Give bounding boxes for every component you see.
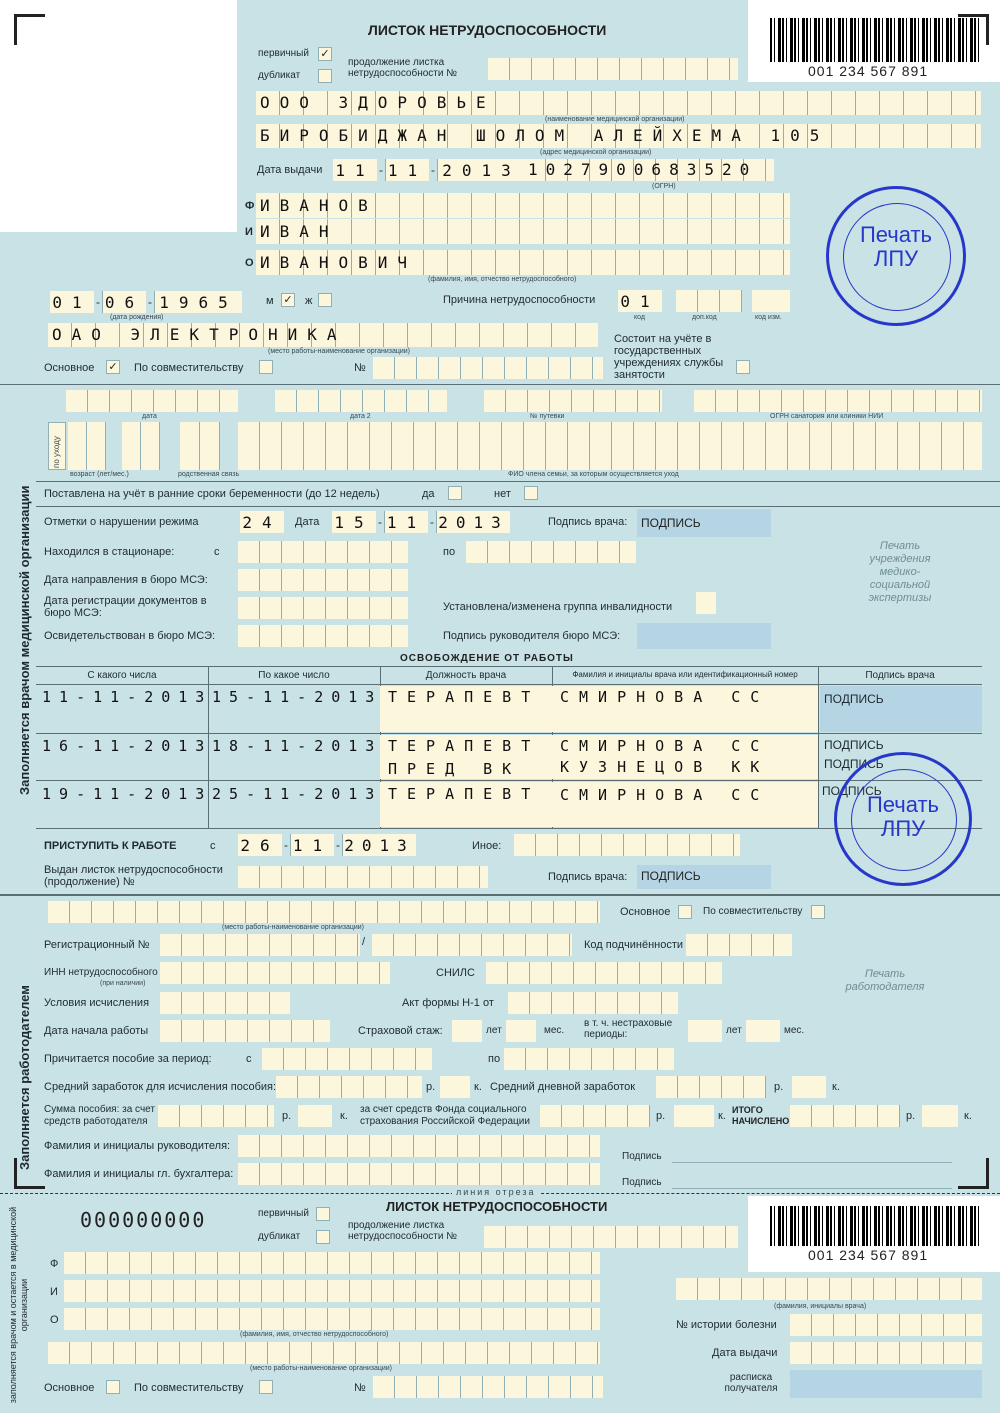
mse-exam-label: Освидетельствован в бюро МСЭ: <box>44 630 216 642</box>
divider <box>36 481 1000 482</box>
total-rub-input[interactable] <box>790 1105 900 1127</box>
voucher-number-caption: № путевки <box>530 413 565 420</box>
stub-primary-label: первичный <box>258 1208 309 1219</box>
pregnancy-label: Поставлена на учёт в ранние сроки беременности (до 12 недель) <box>44 488 380 500</box>
duplicate-label: дубликат <box>258 70 301 81</box>
inn-input[interactable] <box>160 962 390 984</box>
accountant-sign-label: Подпись <box>622 1177 662 1188</box>
start-date-label: Дата начала работы <box>44 1025 149 1037</box>
row3-doctor: СМИРНОВА СС <box>560 786 770 804</box>
corner-mark <box>958 1158 989 1189</box>
female-label: ж <box>305 295 313 307</box>
continued-signature[interactable]: ПОДПИСЬ <box>637 865 771 889</box>
stub-number-label: № <box>354 1382 366 1394</box>
pregnancy-no-checkbox[interactable] <box>524 486 538 500</box>
col-header-from: С какого числа <box>87 670 157 681</box>
pregnancy-yes-label: да <box>422 488 435 500</box>
return-from-label: с <box>210 840 216 852</box>
row2-position: ТЕРАПЕВТ <box>388 737 541 755</box>
row1-position: ТЕРАПЕВТ <box>388 688 541 706</box>
disability-label: Установлена/изменена группа инвалидности <box>443 601 673 613</box>
mse-exam-input[interactable] <box>238 625 408 647</box>
surname-label: Ф <box>245 200 255 212</box>
avg-daily-rub: р. <box>774 1081 784 1093</box>
stub-form-title: ЛИСТОК НЕТРУДОСПОСОБНОСТИ <box>386 1199 608 1214</box>
row1-doctor: СМИРНОВА СС <box>560 688 770 706</box>
stub-parttime-checkbox[interactable] <box>259 1380 273 1394</box>
male-label: м <box>266 295 274 307</box>
return-date-field[interactable]: 26 - 11 - 2013 <box>238 834 416 856</box>
issue-month: 11 <box>385 159 429 181</box>
divider <box>0 384 1000 385</box>
table-row[interactable]: 16-11-2013 <box>42 737 213 755</box>
employer-main-checkbox[interactable] <box>678 905 692 919</box>
sanatorium-ogrn-caption: ОГРН санатория или клиники НИИ <box>770 413 884 420</box>
stub-workplace-caption: (место работы-наименование организации) <box>250 1365 393 1372</box>
violation-code-field[interactable] <box>240 511 284 533</box>
benefit-to-label: по <box>488 1053 501 1065</box>
stub-doctor-caption: (фамилия, инициалы врача) <box>774 1303 867 1310</box>
care-relation-input[interactable] <box>180 422 220 470</box>
sum-employer-label: Сумма пособия: за счет средств работодателя <box>44 1104 155 1127</box>
care-relation-caption: родственная связь <box>178 471 240 478</box>
release-title: ОСВОБОЖДЕНИЕ ОТ РАБОТЫ <box>400 653 574 664</box>
hospital-from-input[interactable] <box>238 541 408 563</box>
extra-code-field[interactable] <box>676 290 742 312</box>
table-row[interactable]: 18-11-2013 <box>212 737 383 755</box>
table-line <box>818 666 819 828</box>
org-address-field[interactable]: БИРОБИДЖАН ШОЛОМ АЛЕЙХЕМА 105 <box>256 124 981 148</box>
employer-caption: (место работы-наименование организации) <box>268 348 411 355</box>
employer-field[interactable]: ОАО ЭЛЕКТРОНИКА <box>48 323 598 347</box>
stub-history-input[interactable] <box>790 1314 982 1336</box>
change-code-field[interactable] <box>752 290 790 312</box>
ogrn-caption: (ОГРН) <box>652 183 676 190</box>
part-time-label: По совместительству <box>134 362 244 374</box>
table-line <box>36 780 982 781</box>
insurance-years-label: лет <box>486 1025 502 1036</box>
primary-checkbox[interactable]: ✓ <box>318 47 332 61</box>
stub-primary-checkbox[interactable] <box>316 1207 330 1221</box>
mse-direction-label: Дата направления в бюро МСЭ: <box>44 574 208 586</box>
mse-registration-input[interactable] <box>238 597 408 619</box>
voucher-date2-caption: дата 2 <box>350 413 371 420</box>
continued-sign-label: Подпись врача: <box>548 871 628 883</box>
voucher-date-input[interactable] <box>66 390 238 412</box>
section-divider <box>0 894 1000 896</box>
snils-label: СНИЛС <box>436 967 475 979</box>
sum-fss-kop-input[interactable] <box>674 1105 714 1127</box>
conditions-label: Условия исчисления <box>44 997 150 1009</box>
other-label: Иное: <box>472 840 502 852</box>
vertical-employer-label: Заполняется работодателем <box>17 985 32 1170</box>
seal-text-2: Печать ЛПУ <box>866 792 940 841</box>
noninsurance-years-input[interactable] <box>688 1020 722 1042</box>
name-label: И <box>245 226 253 238</box>
birth-day: 01 <box>50 291 94 313</box>
violation-date-field[interactable]: 15 - 11 - 2013 <box>332 511 510 533</box>
col-header-to: По какое число <box>258 670 330 681</box>
stub-barcode-image <box>770 1206 982 1246</box>
inn-label: ИНН нетрудоспособного <box>44 967 158 978</box>
violation-signature[interactable]: ПОДПИСЬ <box>637 509 771 537</box>
employer-parttime-checkbox[interactable] <box>811 905 825 919</box>
employer-parttime-label: По совместительству <box>703 906 803 917</box>
barcode-image <box>770 18 982 62</box>
stub-fio-caption: (фамилия, имя, отчество нетрудоспособного) <box>240 1331 389 1338</box>
avg-daily-kop-input[interactable] <box>792 1076 826 1098</box>
table-row[interactable]: 11-11-2013 <box>42 688 213 706</box>
care-age-caption: возраст (лет/мес.) <box>70 471 129 478</box>
stub-number: 000000000 <box>80 1208 207 1232</box>
avg-daily-label: Средний дневной заработок <box>490 1081 636 1093</box>
stub-doctor-input[interactable] <box>676 1278 982 1300</box>
sum-fss-kop: к. <box>718 1110 726 1122</box>
employer-workplace-input[interactable] <box>48 901 600 923</box>
col-header-sign: Подпись врача <box>865 670 935 681</box>
stub-barcode-number: 001 234 567 891 <box>808 1247 929 1263</box>
stub-workplace-input[interactable] <box>48 1342 600 1364</box>
employer-main-label: Основное <box>620 906 671 918</box>
table-line <box>36 684 982 685</box>
reg-number-input-2[interactable] <box>372 934 572 956</box>
total-kop-input[interactable] <box>922 1105 958 1127</box>
head-sign-line <box>672 1162 952 1163</box>
insurance-months-label: мес. <box>544 1025 565 1036</box>
stub-duplicate-label: дубликат <box>258 1231 301 1242</box>
corner-mark <box>14 14 45 45</box>
avg-earning-kop-input[interactable] <box>440 1076 470 1098</box>
fio-caption: (фамилия, имя, отчество нетрудоспособного) <box>428 276 577 283</box>
disability-group-input[interactable] <box>696 592 716 614</box>
reg-number-label: Регистрационный № <box>44 939 150 951</box>
female-checkbox[interactable] <box>318 293 332 307</box>
stub-parttime-label: По совместительству <box>134 1382 244 1394</box>
care-fio-input[interactable] <box>238 422 982 470</box>
care-label: по уходу <box>52 436 61 468</box>
stub-surname-label: Ф <box>50 1258 59 1270</box>
care-fio-caption: ФИО члена семьи, за которым осуществляется уход <box>508 471 679 478</box>
col-header-doctor: Фамилия и инициалы врача или идентификационный номер <box>572 670 798 679</box>
stub-main-label: Основное <box>44 1382 95 1394</box>
sum-employer-rub-input[interactable] <box>158 1105 274 1127</box>
part-time-checkbox[interactable] <box>259 360 273 374</box>
noninsurance-months-input[interactable] <box>746 1020 780 1042</box>
accountant-label: Фамилия и инициалы гл. бухгалтера: <box>44 1168 234 1180</box>
sub-code-label: Код подчинённости <box>584 939 684 951</box>
stub-job-number-input[interactable] <box>373 1376 603 1398</box>
stub-continuation-input[interactable] <box>484 1226 738 1248</box>
voucher-date2-input[interactable] <box>275 390 447 412</box>
avg-earning-rub-input[interactable] <box>276 1076 422 1098</box>
birth-date-field[interactable]: 01 - 06 - 1965 <box>50 291 242 313</box>
violation-sign-label: Подпись врача: <box>548 516 628 528</box>
table-row[interactable]: 25-11-2013 <box>212 785 383 803</box>
birth-caption: (дата рождения) <box>110 314 164 321</box>
table-row[interactable]: 19-11-2013 <box>42 785 213 803</box>
org-address-caption: (адрес медицинской организации) <box>540 149 652 156</box>
reg-slash: / <box>362 936 366 948</box>
violation-year: 2013 <box>436 511 510 533</box>
care-age-months-input[interactable] <box>122 422 160 470</box>
table-row[interactable]: 15-11-2013 <box>212 688 383 706</box>
pregnancy-no-label: нет <box>494 488 511 500</box>
barcode-number: 001 234 567 891 <box>808 63 929 79</box>
sum-fss-rub-input[interactable] <box>540 1105 650 1127</box>
cut-line-label: линия отреза <box>452 1187 540 1197</box>
stub-patronymic-label: О <box>50 1314 59 1326</box>
hospital-to-label: по <box>443 546 456 558</box>
row2-doctor: СМИРНОВА СС <box>560 737 770 755</box>
head-label: Фамилия и инициалы руководителя: <box>44 1140 231 1152</box>
act-date-input[interactable] <box>508 992 678 1014</box>
stub-main-checkbox[interactable] <box>106 1380 120 1394</box>
continuation-number-input[interactable] <box>488 58 738 80</box>
divider <box>36 506 1000 507</box>
start-date-input[interactable] <box>160 1020 330 1042</box>
continuation-label: продолжение листка нетрудоспособности № <box>348 57 457 79</box>
act-label: Акт формы Н-1 от <box>402 997 494 1009</box>
row1-sign: ПОДПИСЬ <box>824 692 884 706</box>
insurance-label: Страховой стаж: <box>358 1025 443 1037</box>
stub-patronymic-input[interactable] <box>64 1308 600 1330</box>
number-label: № <box>354 362 366 374</box>
sum-fss-rub: р. <box>656 1110 666 1122</box>
return-year: 2013 <box>342 834 416 856</box>
snils-input[interactable] <box>486 962 722 984</box>
sanatorium-ogrn-input[interactable] <box>694 390 982 412</box>
noninsurance-label: в т. ч. нестраховые периоды: <box>584 1018 673 1040</box>
noninsurance-months-label: мес. <box>784 1025 805 1036</box>
mse-stamp-text: Печать учреждения медико-социальной экспертизы <box>868 540 932 604</box>
mse-head-sign-label: Подпись руководителя бюро МСЭ: <box>443 630 621 642</box>
voucher-date-caption: дата <box>142 413 157 420</box>
row3-position: ТЕРАПЕВТ <box>388 785 541 803</box>
total-kop: к. <box>964 1110 972 1122</box>
return-label: ПРИСТУПИТЬ К РАБОТЕ <box>44 840 177 852</box>
stub-receipt-label: расписка получателя <box>724 1372 778 1394</box>
return-month: 11 <box>290 834 334 856</box>
sum-employer-kop-input[interactable] <box>298 1105 332 1127</box>
avg-daily-rub-input[interactable] <box>656 1076 766 1098</box>
mse-registration-label: Дата регистрации документов в бюро МСЭ: <box>44 595 207 619</box>
main-job-label: Основное <box>44 362 95 374</box>
stub-issue-input[interactable] <box>790 1342 982 1364</box>
form-title: ЛИСТОК НЕТРУДОСПОСОБНОСТИ <box>368 22 607 38</box>
col-header-position: Должность врача <box>425 670 507 681</box>
return-day: 26 <box>238 834 282 856</box>
reason-code: 01 <box>618 290 662 312</box>
inn-caption: (при наличии) <box>100 980 146 987</box>
clinic-seal-2 <box>834 752 972 886</box>
row3-sign: ПОДПИСЬ <box>822 784 882 798</box>
accountant-sign-line <box>672 1188 952 1189</box>
violation-day: 15 <box>332 511 376 533</box>
table-line <box>36 733 982 734</box>
reason-code-field[interactable] <box>618 290 662 312</box>
continued-label: Выдан листок нетрудоспособности (продолжение) № <box>44 864 223 888</box>
total-label: ИТОГО НАЧИСЛЕНО <box>732 1105 790 1126</box>
reg-number-input[interactable] <box>160 934 360 956</box>
reason-caption-change: код изм. <box>755 314 782 321</box>
continued-number-input[interactable] <box>238 866 488 888</box>
org-name-caption: (наименование медицинской организации) <box>545 116 685 123</box>
accountant-input[interactable] <box>238 1163 600 1185</box>
avg-daily-kop: к. <box>832 1081 840 1093</box>
unemployment-label: Состоит на учёте в государственных учреждениях службы занятости <box>614 333 724 381</box>
stub-continuation-label: продолжение листка нетрудоспособности № <box>348 1220 457 1242</box>
sum-employer-kop: к. <box>340 1110 348 1122</box>
violation-label: Отметки о нарушении режима <box>44 516 199 528</box>
conditions-input[interactable] <box>160 992 290 1014</box>
stub-receipt-signature[interactable] <box>790 1370 982 1398</box>
hospital-from-label: с <box>214 546 220 558</box>
stub-duplicate-checkbox[interactable] <box>316 1230 330 1244</box>
duplicate-checkbox[interactable] <box>318 69 332 83</box>
noninsurance-years-label: лет <box>726 1025 742 1036</box>
pregnancy-yes-checkbox[interactable] <box>448 486 462 500</box>
row2-sign: ПОДПИСЬ <box>824 738 884 752</box>
main-job-checkbox[interactable]: ✓ <box>106 360 120 374</box>
patronymic-label: О <box>245 257 254 269</box>
birth-year: 1965 <box>154 291 242 313</box>
violation-date-label: Дата <box>295 516 320 528</box>
row2-doctor-2: КУЗНЕЦОВ КК <box>560 758 770 776</box>
issue-year: 2013 <box>437 159 525 181</box>
reason-caption-code: код <box>634 314 645 321</box>
stub-history-label: № истории болезни <box>676 1319 777 1331</box>
issue-date-label: Дата выдачи <box>257 164 323 176</box>
row2-sign-2: ПОДПИСЬ <box>824 757 884 771</box>
issue-date-field[interactable]: 11 - 11 - 2013 <box>333 159 525 181</box>
stub-surname-input[interactable] <box>64 1252 600 1274</box>
benefit-to-input[interactable] <box>504 1048 674 1070</box>
mse-head-signature[interactable] <box>637 623 771 649</box>
vertical-doctor-label: Заполняется врачом медицинской организации <box>17 485 32 795</box>
hospital-label: Находился в стационаре: <box>44 546 175 558</box>
sum-fss-label: за счет средств Фонда социального страхования Российской Федерации <box>360 1104 530 1127</box>
ogrn-field[interactable]: 1027900683520 <box>524 159 774 181</box>
reason-caption-extra: доп.код <box>692 314 717 321</box>
unemployment-checkbox[interactable] <box>736 360 750 374</box>
stub-issue-label: Дата выдачи <box>712 1347 778 1359</box>
stub-vertical-label: заполняется врачом и остается в медицинской организации <box>8 1206 29 1404</box>
name-field[interactable]: ИВАН <box>256 219 790 244</box>
head-input[interactable] <box>238 1135 600 1157</box>
head-sign-label: Подпись <box>622 1151 662 1162</box>
org-name-field[interactable]: ООО ЗДОРОВЬЕ <box>256 91 981 115</box>
insurance-months-input[interactable] <box>506 1020 536 1042</box>
patronymic-field[interactable]: ИВАНОВИЧ <box>256 250 790 275</box>
benefit-from-input[interactable] <box>262 1048 432 1070</box>
hospital-to-input[interactable] <box>466 541 636 563</box>
sum-employer-rub: р. <box>282 1110 292 1122</box>
mse-direction-input[interactable] <box>238 569 408 591</box>
seal-text: Печать ЛПУ <box>859 222 933 271</box>
clinic-seal <box>826 186 966 326</box>
insurance-years-input[interactable] <box>452 1020 482 1042</box>
avg-earning-label: Средний заработок для исчисления пособия: <box>44 1081 277 1093</box>
avg-earning-kop: к. <box>474 1081 482 1093</box>
violation-month: 11 <box>384 511 428 533</box>
stub-name-label: И <box>50 1286 58 1298</box>
benefit-from-label: с <box>246 1053 252 1065</box>
violation-code: 24 <box>240 511 284 533</box>
male-checkbox[interactable]: ✓ <box>281 293 295 307</box>
table-line <box>36 666 982 667</box>
issue-day: 11 <box>333 159 377 181</box>
primary-label: первичный <box>258 48 309 59</box>
avg-earning-rub: р. <box>426 1081 436 1093</box>
total-rub: р. <box>906 1110 916 1122</box>
benefit-period-label: Причитается пособие за период: <box>44 1053 212 1065</box>
surname-field[interactable]: ИВАНОВ <box>256 193 790 218</box>
employer-stamp-text: Печать работодателя <box>845 968 925 993</box>
voucher-number-input[interactable] <box>484 390 662 412</box>
stub-name-input[interactable] <box>64 1280 600 1302</box>
employer-workplace-caption: (место работы-наименование организации) <box>222 924 365 931</box>
sub-code-input[interactable] <box>686 934 792 956</box>
birth-month: 06 <box>102 291 146 313</box>
other-input[interactable] <box>514 834 740 856</box>
reason-label: Причина нетрудоспособности <box>443 294 596 306</box>
care-age-input[interactable] <box>68 422 106 470</box>
row2-position-2: ПРЕД ВК <box>388 760 522 778</box>
job-number-input[interactable] <box>373 357 603 379</box>
